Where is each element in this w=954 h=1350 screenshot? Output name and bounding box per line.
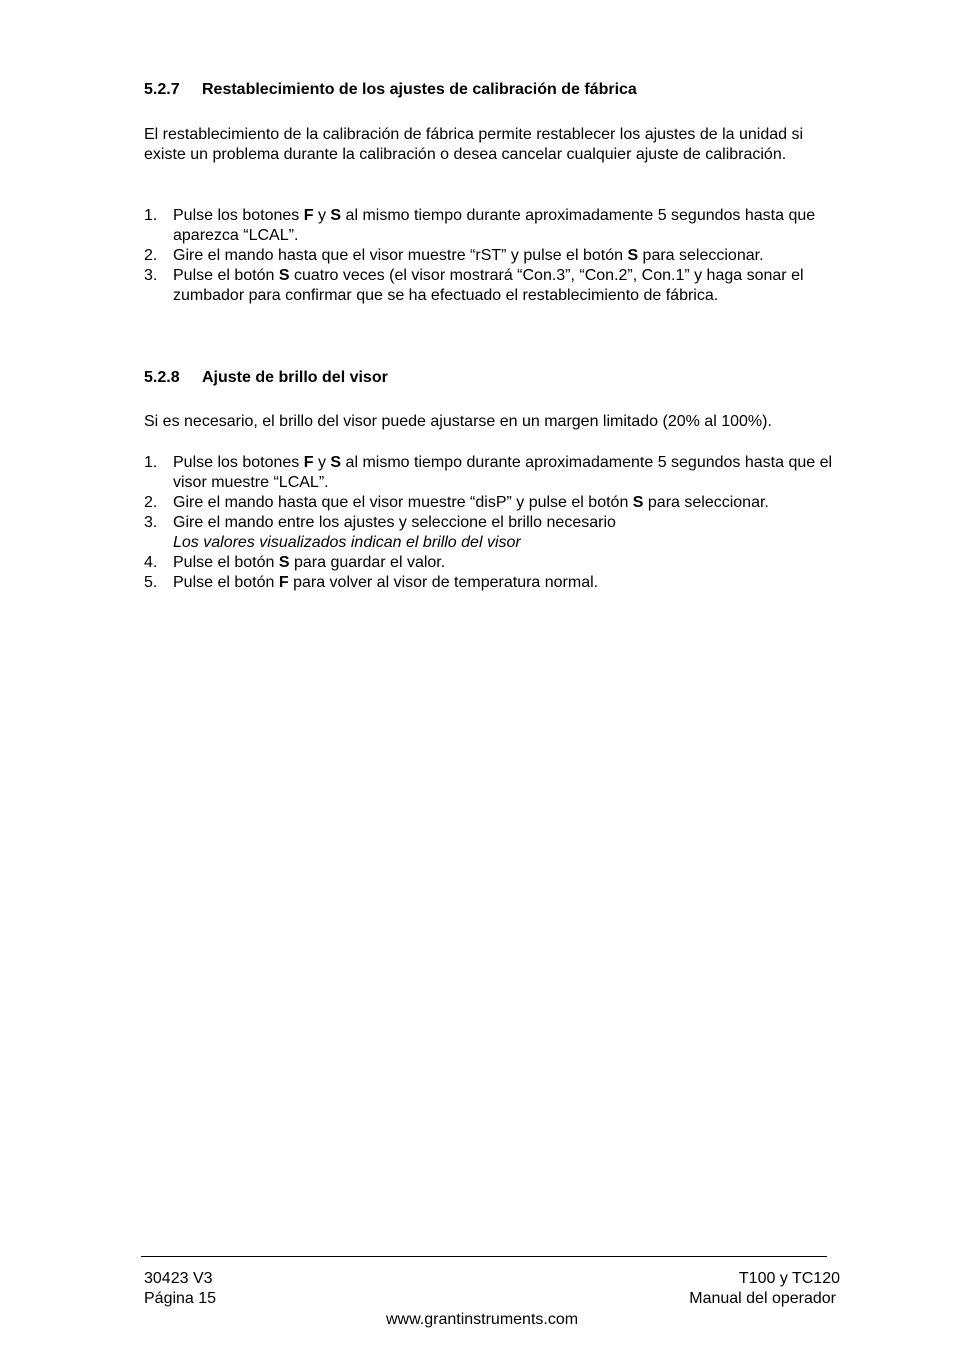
footer-website: www.grantinstruments.com [386,1311,579,1328]
footer-doc-code: 30423 V3 [144,1270,213,1287]
list-item [144,246,844,266]
step-number: 2. [144,247,158,264]
step-text: Gire el mando entre los ajustes y seleccione el brillo necesario [173,514,616,531]
section-527-number: 5.2.7 [144,81,180,98]
step-text: cuatro veces (el visor mostrará “Con.3”, “Con.2”, Con.1” y haga sonar el zumbador para confirmar que se ha efectuado el restablecimiento de fábrica. [173,267,804,304]
button-s-ref: S [278,554,290,571]
button-s-ref: S [330,454,342,471]
section-528-steps [144,453,844,593]
step-text: Pulse los botones [173,454,304,471]
button-f-ref: F [303,454,314,471]
list-item [144,266,844,306]
step-text: Pulse el botón [173,574,279,591]
step-text: Gire el mando hasta que el visor muestre “disP” y pulse el botón [173,494,633,511]
step-text: Pulse los botones [173,207,304,224]
button-s-ref: S [330,207,342,224]
list-item [144,573,844,593]
section-528-title: Ajuste de brillo del visor [202,369,388,386]
footer-product: T100 y TC120 [738,1270,840,1287]
section-527-title: Restablecimiento de los ajustes de calibración de fábrica [202,81,637,98]
button-f-ref: F [278,574,289,591]
step-text: al mismo tiempo durante aproximadamente 5 segundos hasta que aparezca “LCAL”. [173,207,816,244]
section-528-number: 5.2.8 [144,369,180,386]
step-text: Pulse el botón [173,554,279,571]
list-item [144,453,844,493]
button-s-ref: S [632,494,644,511]
step-text: Gire el mando hasta que el visor muestre “rST” y pulse el botón [173,247,628,264]
step-note: Los valores visualizados indican el brillo del visor [173,534,521,551]
step-number: 5. [144,574,158,591]
list-item [144,493,844,513]
section-527-steps [144,206,844,306]
step-number: 1. [144,207,158,224]
section-528-heading [144,368,388,388]
step-number: 2. [144,494,158,511]
section-527-paragraph: El restablecimiento de la calibración de fábrica permite restablecer los ajustes de la unidad si existe un problema durante la calibración o desea cancelar cualquier ajuste de calibración. [144,126,804,163]
list-item [144,553,844,573]
step-text: Pulse el botón [173,267,279,284]
footer-manual: Manual del operador [689,1290,836,1307]
step-number: 1. [144,454,158,471]
footer-page-number: Página 15 [144,1290,217,1307]
footer-divider [141,1256,827,1257]
step-text: para seleccionar. [638,247,764,264]
list-item [144,513,844,553]
button-s-ref: S [627,247,639,264]
step-text: para seleccionar. [643,494,769,511]
section-528-paragraph: Si es necesario, el brillo del visor puede ajustarse en un margen limitado (20% al 100%). [144,413,772,430]
step-text: para guardar el valor. [289,554,446,571]
step-text: y [313,207,331,224]
step-text: al mismo tiempo durante aproximadamente 5 segundos hasta que el visor muestre “LCAL”. [173,454,833,491]
step-text: para volver al visor de temperatura normal. [288,574,599,591]
step-number: 4. [144,554,158,571]
step-number: 3. [144,514,158,531]
button-s-ref: S [278,267,290,284]
step-text: y [313,454,331,471]
list-item [144,206,844,246]
section-527-heading [144,80,637,100]
step-number: 3. [144,267,158,284]
button-f-ref: F [303,207,314,224]
